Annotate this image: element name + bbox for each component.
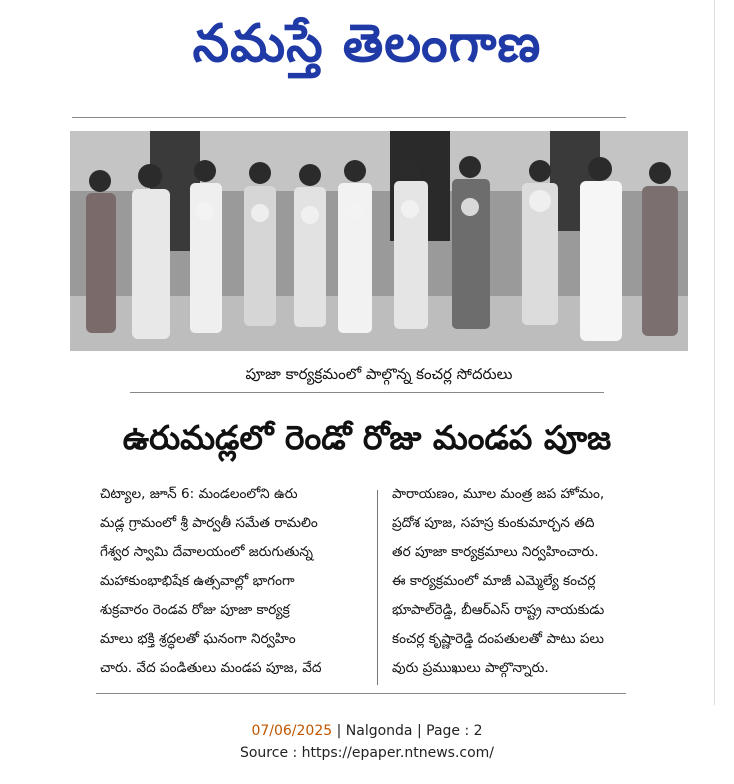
body-line: మహాకుంభాభిషేక ఉత్సవాల్లో భాగంగా: [100, 573, 295, 589]
body-line: మడ్ల గ్రామంలో శ్రీ పార్వతీ సమేత రామలిం: [100, 515, 318, 531]
footer-separator: |: [412, 723, 427, 739]
masthead-divider: [72, 117, 626, 118]
article-body-right-column: [392, 480, 654, 685]
photo-caption: పూజా కార్యక్రమంలో పాల్గొన్న కంచర్ల సోదరులు: [245, 365, 513, 383]
article-headline: ఉరుమడ్లలో రెండో రోజు మండప పూజ: [122, 418, 612, 457]
footer-meta: [0, 723, 734, 739]
footer-date: 07/06/2025: [251, 723, 333, 739]
body-line: శుక్రవారం రెండవ రోజు పూజా కార్యక్ర: [100, 602, 290, 618]
footer-page: Page : 2: [426, 723, 483, 739]
footer-separator: |: [332, 723, 346, 739]
newspaper-masthead: నమస్తే తెలంగాణ: [192, 14, 542, 74]
article-body-left-column: [100, 480, 364, 685]
body-line: గేశ్వర స్వామి దేవాలయంలో జరుగుతున్న: [100, 544, 313, 560]
body-line: ఈ కార్యక్రమంలో మాజీ ఎమ్మెల్యే కంచర్ల: [392, 573, 596, 589]
column-divider: [377, 490, 378, 685]
news-photo: [70, 131, 688, 351]
clipping-right-edge: [714, 0, 715, 705]
article-bottom-divider: [96, 693, 626, 694]
footer-source[interactable]: Source : https://epaper.ntnews.com/: [239, 745, 495, 761]
body-line: భూపాల్‌రెడ్డి, బీఆర్‌ఎస్ రాష్ట్ర నాయకుడు: [392, 602, 605, 618]
body-line: పారాయణం, మూల మంత్ర జప హోమం,: [392, 486, 605, 502]
body-line: తర పూజా కార్యక్రమాలు నిర్వహించారు.: [392, 544, 599, 560]
temple-group-photo: [70, 131, 688, 351]
caption-divider: [130, 392, 604, 393]
body-line: ప్రదోశ పూజ, సహస్ర కుంకుమార్చన తది: [392, 515, 595, 531]
body-line: చారు. వేద పండితులు మండప పూజ, వేద: [100, 660, 322, 676]
body-line: వురు ప్రముఖులు పాల్గొన్నారు.: [392, 660, 549, 676]
body-line: కంచర్ల కృష్ణారెడ్డి దంపతులతో పాటు పలు: [392, 631, 604, 647]
body-line: మాలు భక్తి శ్రద్ధలతో ఘనంగా నిర్వహిం: [100, 631, 296, 647]
footer-district: Nalgonda: [345, 723, 413, 739]
body-line: చిట్యాల, జూన్ 6: మండలంలోని ఉరు: [100, 486, 298, 502]
